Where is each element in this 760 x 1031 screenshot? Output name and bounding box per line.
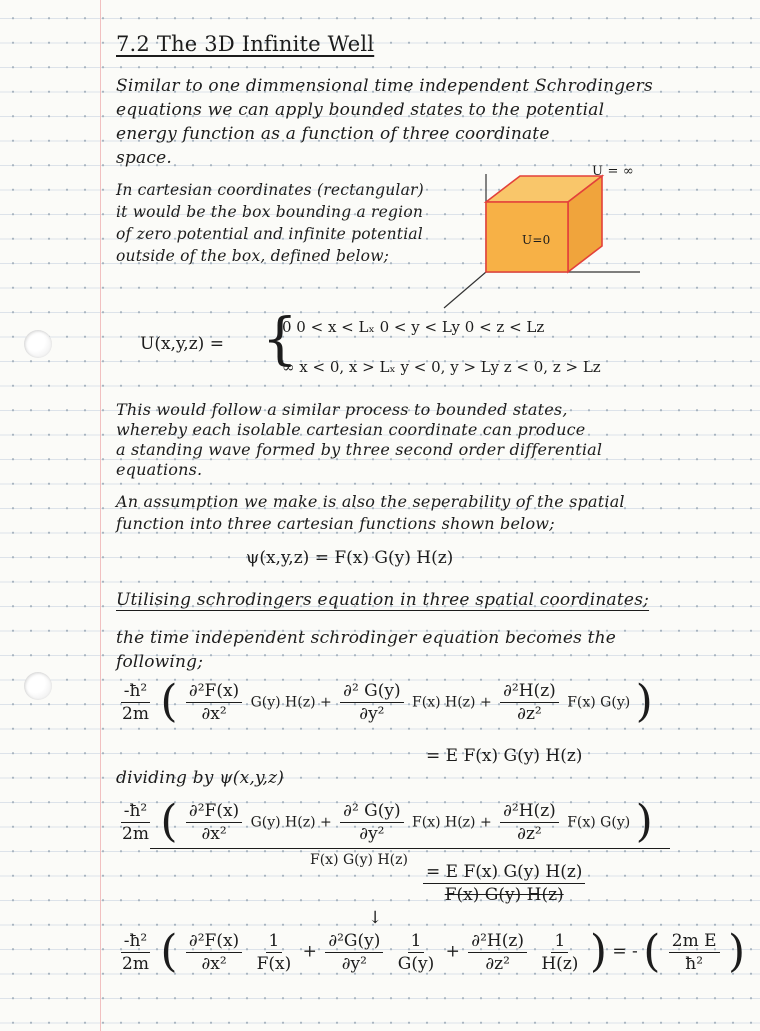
intro-line-1: Similar to one dimmensional time independent Schrodingers [116,76,653,96]
eq1-rhs: = E F(x) G(y) H(z) [426,746,583,766]
eq2-term1-tail: G(y) H(z) + [250,814,332,831]
eq2-term3-den: ∂z² [517,823,542,844]
intro-line-4: space. [116,148,172,168]
eq2-term3-num: ∂²H(z) [500,801,559,823]
brace: { [262,307,298,372]
eq1-term1-tail: G(y) H(z) + [250,694,332,711]
eq3-a-fx: F(x) [256,953,292,974]
eq2-rhs-den: F(x) G(y) H(z) [444,885,564,905]
equation-3: $\frac{\text{-ħ²}}{2m}$ ( $\frac{\text{∂²F(x)}}{\text{∂x²}}$ $\frac{1}{F(x)}$ + $\frac{\text{∂²G(y)}}{\text{∂y²}}$ $\frac{1}{G(y)}$ + $\frac{\text{∂²H(z)}}{\text{∂z²}}$ $\frac{1}{H(z)}$ ) = - ( $\frac{\text{2m E}}{\text{ħ²}}$ ) [116,930,745,974]
label-u-infinity: U = ∞ [592,164,634,179]
dividing-text: dividing by ψ(x,y,z) [116,768,285,788]
eq2-prefactor-num: -ħ² [121,801,151,823]
eq2-prefactor-den: 2m [122,823,149,844]
cartesian-line-2: it would be the box bounding a region [116,203,424,221]
eq2-rhs [420,862,588,905]
eq1-term3-num: ∂²H(z) [500,681,559,703]
eq3-c-num: ∂²H(z) [468,931,527,953]
eq3-equals: = - [612,941,638,962]
cartesian-line-3: of zero potential and infinite potential [116,225,423,243]
cartesian-line-1: In cartesian coordinates (rectangular) [116,181,424,199]
utilising-heading: Utilising schrodingers equation in three spatial coordinates; [116,590,650,610]
eq3-b-num: ∂²G(y) [325,931,383,953]
eq1-term3-den: ∂z² [517,703,542,724]
process-line-2: whereby each isolable cartesian coordinate can produce [116,420,586,439]
process-line-4: equations. [116,460,203,479]
equation-1: $\frac{\text{-ħ²}}{2m}$ ( $\frac{\text{∂²F(x)}}{\text{∂x²}}$ G(y) H(z) + $\frac{\text{∂² G(y)}}{\text{∂y²}}$ F(x) H(z) + $\frac{\text{∂²H(z)}}{\text{∂z²}}$ F(x) G(y) ) [116,680,653,724]
eq3-a-num: ∂²F(x) [186,931,242,953]
eq3-c-den: ∂z² [485,953,510,974]
equation-2: $\frac{\text{-ħ²}}{2m}$ ( $\frac{\text{∂²F(x)}}{\text{∂x²}}$ G(y) H(z) + $\frac{\text{∂² G(y)}}{\text{∂y²}}$ F(x) H(z) + $\frac{\text{∂²H(z)}}{\text{∂z²}}$ F(x) G(y) ) [116,800,653,844]
margin-line [100,0,101,1031]
eq2-term2-den: ∂y² [359,823,385,844]
eq1-prefactor-den: 2m [122,703,149,724]
eq3-b-gy: G(y) [397,953,435,974]
tise-line-1: the time independent schrodinger equation becomes the [116,628,617,648]
eq3-rhs-den: ħ² [685,953,704,974]
eq1-term1-num: ∂²F(x) [186,681,242,703]
eq3-rhs-num: 2m E [669,931,720,953]
eq2-term2-num: ∂² G(y) [340,801,403,823]
intro-line-3: energy function as a function of three coordinate [116,124,550,144]
eq3-a-den: ∂x² [201,953,227,974]
binder-hole-top [24,330,52,358]
eq2-term2-tail: F(x) H(z) + [412,814,492,831]
eq1-term3-tail: F(x) G(y) [567,694,631,711]
process-line-1: This would follow a similar process to bounded states, [116,400,568,419]
eq3-prefactor-num: -ħ² [121,931,151,953]
psi-equation: ψ(x,y,z) = F(x) G(y) H(z) [246,548,454,568]
eq1-prefactor-num: -ħ² [121,681,151,703]
eq3-prefactor-den: 2m [122,953,149,974]
eq1-term2-den: ∂y² [359,703,385,724]
binder-hole-bottom [24,672,52,700]
label-u-zero: U=0 [522,233,551,247]
eq2-term1-den: ∂x² [201,823,227,844]
eq3-b-one: 1 [408,931,425,953]
potential-row-1: 0 0 < x < Lₓ 0 < y < Ly 0 < z < Lz [282,318,545,336]
eq1-term2-tail: F(x) H(z) + [412,694,492,711]
box-diagram [440,160,670,320]
intro-line-2: equations we can apply bounded states to the potential [116,100,605,120]
eq2-rhs-num: = E F(x) G(y) H(z) [423,862,585,884]
eq2-denominator: F(x) G(y) H(z) [310,852,408,868]
page-title: 7.2 The 3D Infinite Well [116,32,375,56]
eq3-c-one: 1 [551,931,568,953]
potential-lhs: U(x,y,z) = [140,334,224,354]
tise-line-2: following; [116,652,204,672]
eq1-term2-num: ∂² G(y) [340,681,403,703]
eq2-term1-num: ∂²F(x) [186,801,242,823]
eq2-fraction-bar [150,848,670,849]
cartesian-line-4: outside of the box, defined below; [116,247,390,265]
assumption-line-1: An assumption we make is also the seperability of the spatial [116,492,625,511]
arrow-down: ↓ [368,908,383,928]
eq1-term1-den: ∂x² [201,703,227,724]
eq2-term3-tail: F(x) G(y) [567,814,631,831]
process-line-3: a standing wave formed by three second order differential [116,440,603,459]
eq3-b-den: ∂y² [341,953,367,974]
potential-row-2: ∞ x < 0, x > Lₓ y < 0, y > Ly z < 0, z > Lz [282,358,601,376]
eq3-a-one: 1 [266,931,283,953]
assumption-line-2: function into three cartesian functions shown below; [116,514,555,533]
eq3-c-hz: H(z) [541,953,579,974]
